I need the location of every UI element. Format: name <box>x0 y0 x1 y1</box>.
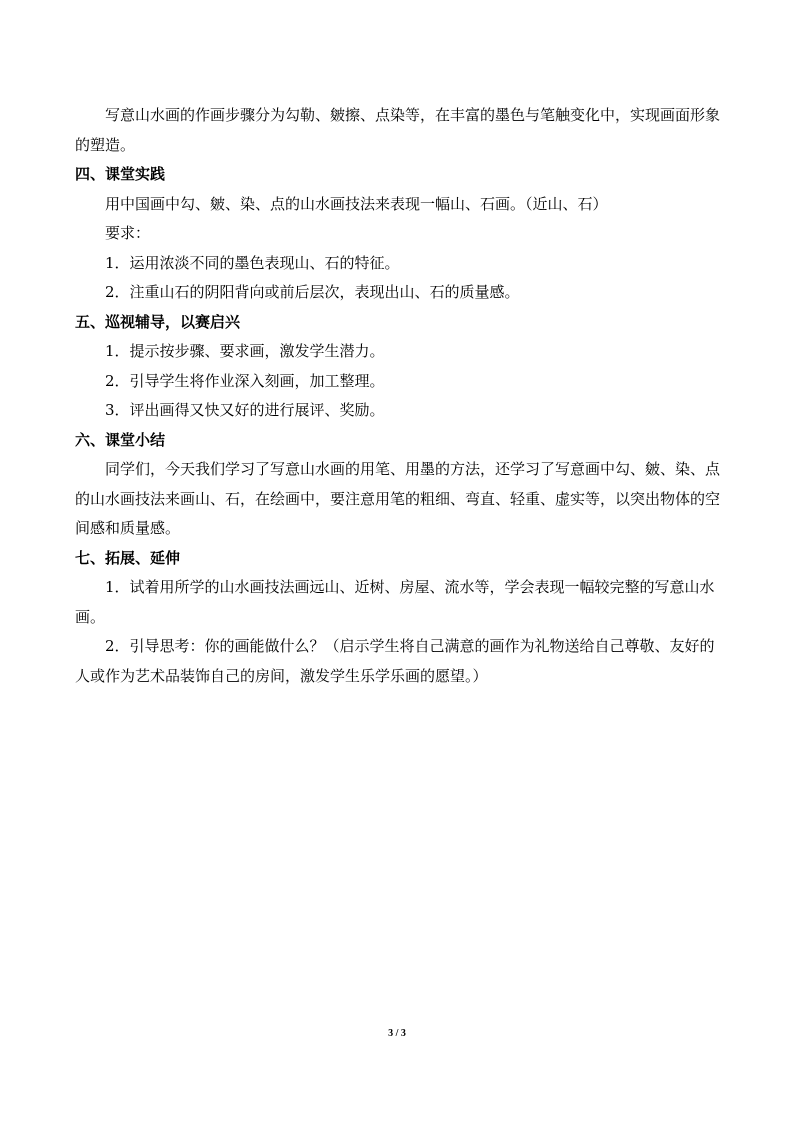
section-heading-practice: 四、课堂实践 <box>75 165 166 183</box>
guidance-item: 1．提示按步骤、要求画，激发学生潜力。 <box>105 342 385 360</box>
practice-task: 用中国画中勾、皴、染、点的山水画技法来表现一幅山、石画。（近山、石） <box>105 194 608 213</box>
summary-paragraph: 同学们，今天我们学习了写意山水画的用笔、用墨的方法，还学习了写意画中勾、皴、染、点的山水画技法来画山、石，在绘画中，要注意用笔的粗细、弯直、轻重、虚实等，以突出物体的空间感和质量感。 <box>75 460 721 537</box>
document-body <box>75 101 725 691</box>
extension-item: 1．试着用所学的山水画技法画远山、近树、房屋、流水等，学会表现一幅较完整的写意山水画。 <box>75 578 715 626</box>
practice-requirements-label: 要求： <box>105 224 151 242</box>
section-heading-summary: 六、课堂小结 <box>75 430 166 449</box>
extension-item: 2．引导思考：你的画能做什么？（启示学生将自己满意的画作为礼物送给自己尊敬、友好的人或作为艺术品装饰自己的房间，激发学生乐学乐画的愿望。） <box>75 637 715 685</box>
guidance-item: 2．引导学生将作业深入刻画，加工整理。 <box>105 371 385 390</box>
guidance-item: 3．评出画得又快又好的进行展评、奖励。 <box>105 401 385 419</box>
section-heading-extension: 七、拓展、延伸 <box>75 548 181 567</box>
section-heading-guidance: 五、巡视辅导，以赛启兴 <box>75 312 241 331</box>
practice-requirement-item: 2．注重山石的阴阳背向或前后层次，表现出山、石的质量感。 <box>105 283 520 301</box>
intro-paragraph: 写意山水画的作画步骤分为勾勒、皴擦、点染等，在丰富的墨色与笔触变化中，实现画面形象的塑造。 <box>75 106 721 154</box>
page-number: 3 / 3 <box>388 1028 406 1039</box>
practice-requirement-item: 1．运用浓淡不同的墨色表现山、石的特征。 <box>105 253 400 272</box>
